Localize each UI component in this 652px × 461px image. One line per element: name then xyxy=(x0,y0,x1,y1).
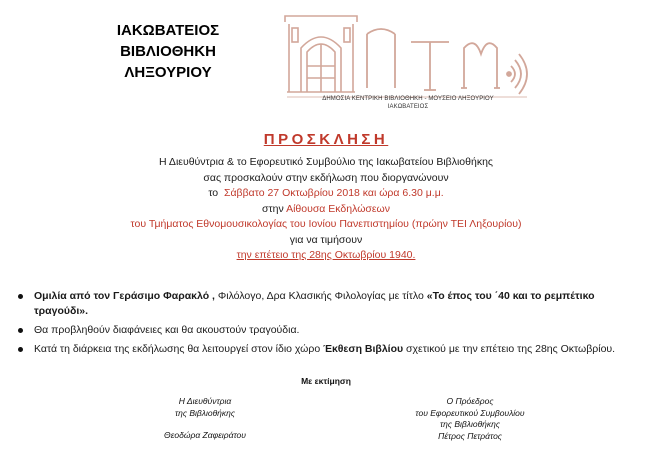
signature-director xyxy=(130,396,280,442)
logo-caption xyxy=(290,95,526,111)
slides-text: Θα προβληθούν διαφάνειες και θα ακουστούν τραγούδια. xyxy=(34,324,300,336)
intro-line1: Η Διευθύντρια & το Εφορευτικό Συμβούλιο της Ιακωβατείου Βιβλιοθήκης xyxy=(159,156,493,168)
intro-line4 xyxy=(0,202,652,218)
intro-place-prefix: στην xyxy=(262,202,284,215)
program-item-slides xyxy=(14,323,640,338)
library-name-line2: ΒΙΒΛΙΟΘΗΚΗ xyxy=(120,43,216,60)
intro-date-prefix: το xyxy=(208,187,219,199)
signature-president xyxy=(395,396,545,442)
invitation-title-text: ΠΡΟΣΚΛΗΣΗ xyxy=(263,131,389,148)
library-name-line3: ΛΗΞΟΥΡΙΟΥ xyxy=(124,64,212,81)
speech-title: «Το έπος του ΄40 και το ρεμπέτικο τραγούδι». xyxy=(34,290,595,317)
intro-line2: σας προσκαλούν στην εκδήλωση που διοργανώνουν xyxy=(203,171,449,184)
exhibition-text-b: σχετικού με την επέτειο της 28ης Οκτωβρίου. xyxy=(403,343,616,355)
anniversary-text: την επέτειο της 28ης Οκτωβρίου 1940. xyxy=(236,249,416,261)
bullet-icon xyxy=(18,294,23,299)
event-place: Αίθουσα Εκδηλώσεων xyxy=(286,202,390,215)
intro-line3 xyxy=(0,186,652,202)
exhibition-name: Έκθεση Βιβλίου xyxy=(323,343,404,355)
bullet-icon xyxy=(18,328,23,333)
exhibition-text-a: Κατά τη διάρκεια της εκδήλωσης θα λειτουργεί στον ίδιο χώρο xyxy=(34,343,324,355)
library-name-line1: ΙΑΚΩΒΑΤΕΙΟΣ xyxy=(116,22,220,39)
invitation-title xyxy=(0,131,652,148)
president-role: Ο Πρόεδρος xyxy=(446,396,494,406)
intro-line6: για να τιμήσουν xyxy=(289,233,363,246)
event-date: Σάββατο 27 Οκτωβρίου 2018 και ώρα 6.30 μ.μ. xyxy=(224,187,444,199)
logo-caption-line2: ΙΑΚΩΒΑΤΕΙΟΣ xyxy=(387,104,429,110)
logo-caption-line1: ΔΗΜΟΣΙΑ ΚΕΝΤΡΙΚΗ ΒΙΒΛΙΟΘΗΚΗ - ΜΟΥΣΕΙΟ ΛΗΞΟΥΡΙΟΥ xyxy=(322,96,494,102)
president-name: Πέτρος Πετράτος xyxy=(438,430,502,441)
program-list xyxy=(14,289,640,361)
intro-line5: του Τμήματος Εθνομουσικολογίας του Ιονίου Πανεπιστημίου (πρώην ΤΕΙ Ληξουρίου) xyxy=(130,218,522,230)
program-item-exhibition xyxy=(14,342,640,357)
director-org: της Βιβλιοθήκης xyxy=(174,407,236,418)
speaker-name: Ομιλία από τον Γεράσιμο Φαρακλό , xyxy=(34,290,215,302)
closing-phrase: Με εκτίμηση xyxy=(301,376,351,386)
invitation-intro xyxy=(0,155,652,264)
director-role: Η Διευθύντρια xyxy=(178,396,232,406)
speaker-title: Φιλόλογο, Δρα Κλασικής Φιλολογίας με τίτλο xyxy=(214,290,427,302)
bullet-icon xyxy=(18,347,23,352)
president-org: της Βιβλιοθήκης xyxy=(439,419,501,429)
director-name: Θεοδώρα Ζαφειράτου xyxy=(164,430,246,440)
program-item-speech xyxy=(14,289,640,319)
library-name xyxy=(78,20,258,83)
president-board: του Εφορευτικού Συμβουλίου xyxy=(415,407,525,418)
